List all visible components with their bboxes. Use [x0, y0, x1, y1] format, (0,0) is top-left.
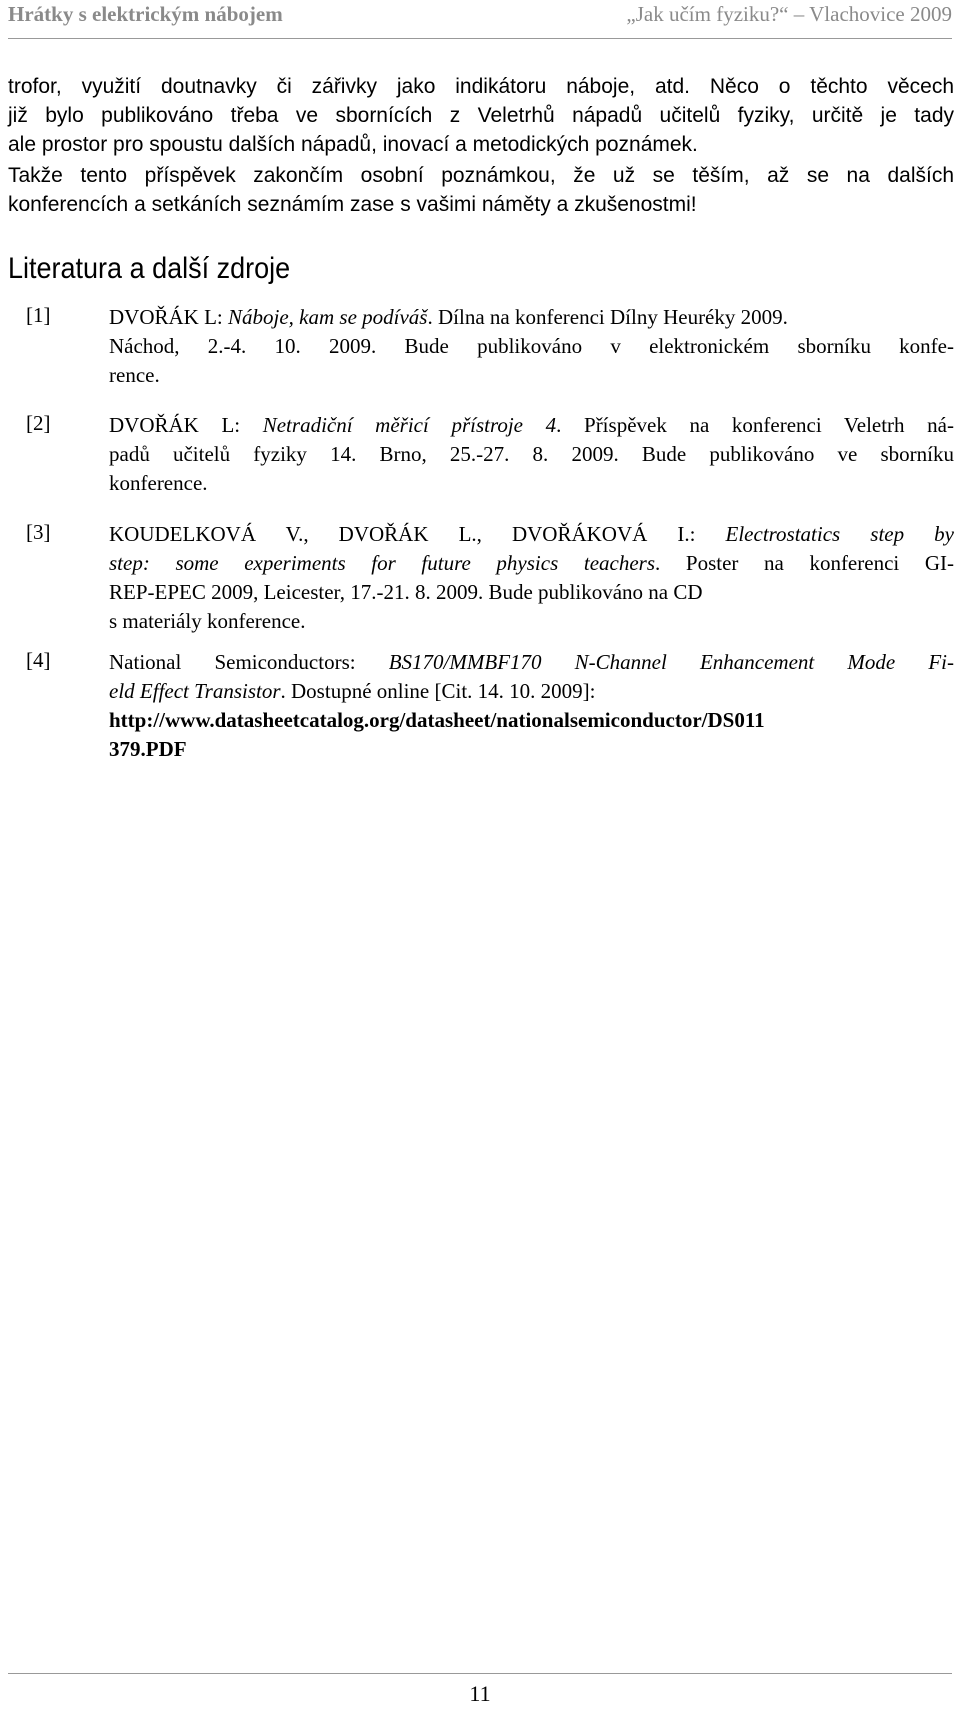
reference-author: DVOŘÁK L:: [109, 413, 263, 437]
reference-text: . Příspěvek na konferenci Veletrh ná-: [556, 413, 954, 437]
reference-text: . Poster na konferenci GI-: [655, 551, 954, 575]
reference-author: KOUDELKOVÁ V., DVOŘÁK L., DVOŘÁKOVÁ I.:: [109, 522, 726, 546]
paragraph-line: ale prostor pro spoustu dalších nápadů, inovací a metodických poznámek.: [8, 133, 698, 156]
header-title: Hrátky s elektrickým nábojem: [8, 2, 283, 26]
reference-line: rence.: [109, 363, 160, 387]
reference-url[interactable]: http://www.datasheetcatalog.org/datasheet/nationalsemiconductor/DS011: [109, 708, 765, 732]
reference-line: s materiály konference.: [109, 609, 306, 633]
reference-line: [109, 549, 954, 578]
page-number: 11: [469, 1681, 491, 1706]
paragraph-2: [8, 161, 954, 219]
page-header: [8, 0, 952, 39]
reference-line: padů učitelů fyziky 14. Brno, 25.-27. 8. 2009. Bude publikováno ve sborníku: [109, 442, 954, 466]
reference-line: [109, 520, 954, 549]
reference-author: National Semiconductors:: [109, 650, 389, 674]
paragraph-line: již bylo publikováno třeba ve sbornících z Veletrhů nápadů učitelů fyziky, určitě je tady: [8, 104, 954, 127]
reference-line: [109, 303, 954, 332]
reference-item: [8, 520, 954, 636]
reference-line: Náchod, 2.-4. 10. 2009. Bude publikováno v elektronickém sborníku konfe-: [109, 334, 954, 358]
reference-line: [109, 677, 954, 706]
reference-title: Náboje, kam se podíváš: [228, 305, 428, 329]
reference-number: [4]: [26, 648, 51, 672]
reference-item: [8, 648, 954, 764]
reference-text: . Dostupné online [Cit. 14. 10. 2009]:: [280, 679, 596, 703]
footer-divider: [8, 1673, 952, 1674]
reference-url-continued[interactable]: 379.PDF: [109, 737, 187, 761]
reference-number: [1]: [26, 303, 51, 327]
reference-line: REP-EPEC 2009, Leicester, 17.-21. 8. 2009. Bude publikováno na CD: [109, 580, 703, 604]
reference-title: step: some experiments for future physics teachers: [109, 551, 656, 575]
reference-title: eld Effect Transistor: [109, 679, 281, 703]
reference-number: [2]: [26, 411, 51, 435]
paragraph-line: konferencích a setkáních seznámím zase s vašimi náměty a zkušenostmi!: [8, 193, 697, 216]
header-subtitle: „Jak učím fyziku?“ – Vlachovice 2009: [626, 2, 952, 26]
paragraph-line: trofor, využití doutnavky či zářivky jako indikátoru náboje, atd. Něco o těchto věcech: [8, 75, 954, 98]
paragraph-line: Takže tento příspěvek zakončím osobní poznámkou, že už se těším, až se na dalších: [8, 164, 954, 187]
reference-line: konference.: [109, 471, 208, 495]
reference-line: [109, 411, 954, 440]
reference-number: [3]: [26, 520, 51, 544]
reference-author: DVOŘÁK L:: [109, 305, 228, 329]
reference-text: . Dílna na konferenci Dílny Heuréky 2009.: [427, 305, 788, 329]
reference-title: Electrostatics step by: [725, 522, 954, 546]
paragraph-1: [8, 72, 954, 159]
reference-line: [109, 648, 954, 677]
section-heading: Literatura a další zdroje: [8, 252, 291, 285]
reference-title: BS170/MMBF170 N-Channel Enhancement Mode Fi-: [388, 650, 954, 674]
reference-item: [8, 411, 954, 498]
reference-title: Netradiční měřicí přístroje 4: [262, 413, 557, 437]
reference-item: [8, 303, 954, 390]
